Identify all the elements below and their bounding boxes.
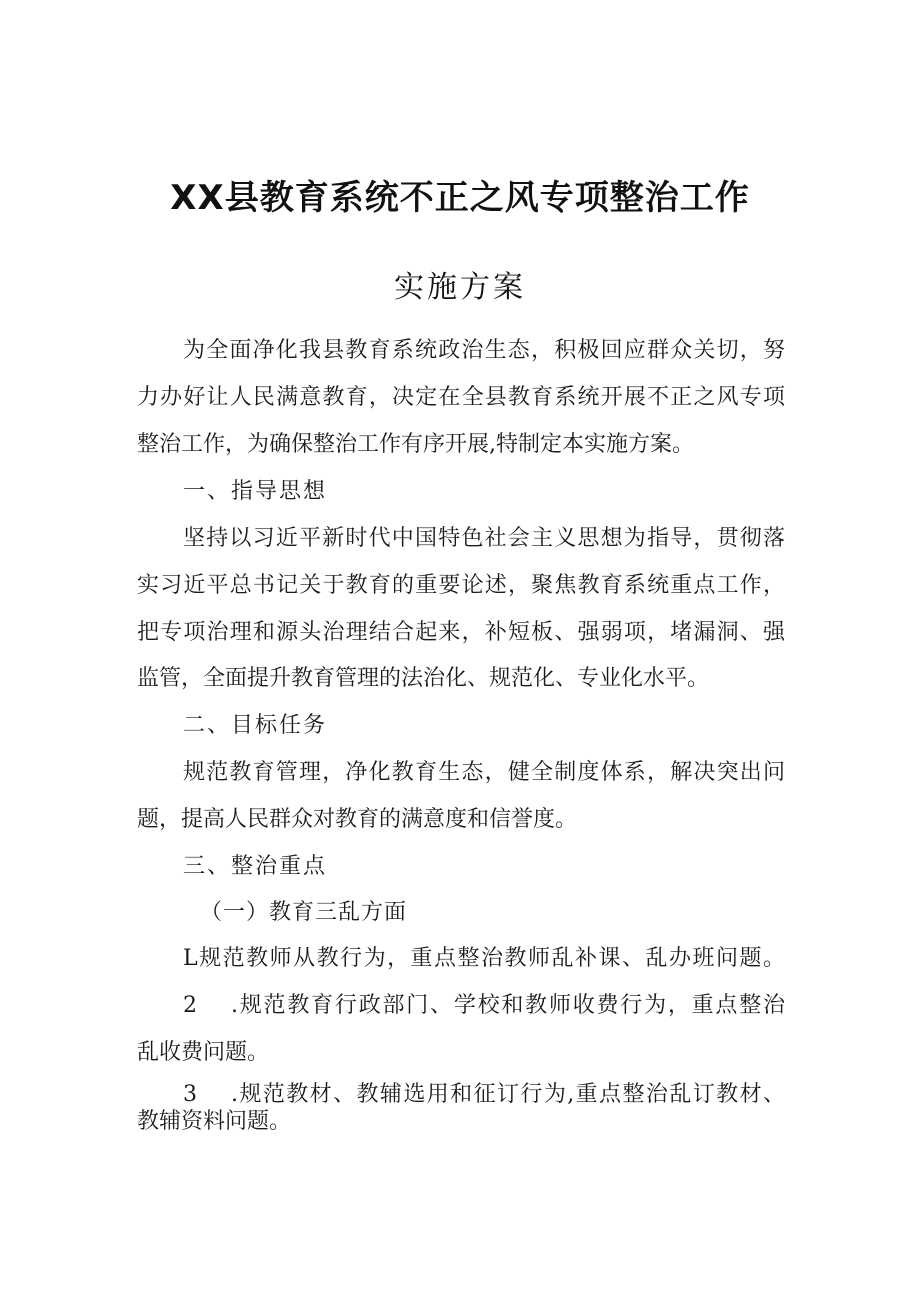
list-item-3-text: .规范教材、教辅选用和征订行为,重点整治乱订教材、 xyxy=(231,1082,785,1107)
intro-line-3: 整治工作，为确保整治工作有序开展,特制定本实施方案。 xyxy=(137,432,694,457)
section1-line-4: 监管，全面提升教育管理的法治化、规范化、专业化水平。 xyxy=(137,666,710,691)
section1-line-3: 把专项治理和源头治理结合起来，补短板、强弱项，堵漏洞、强 xyxy=(137,620,785,645)
subsection-heading-three-disorders: （一）教育三乱方面 xyxy=(200,900,408,925)
list-item-1: L规范教师从教行为，重点整治教师乱补课、乱办班问题。 xyxy=(183,946,785,971)
section1-line-1: 坚持以习近平新时代中国特色社会主义思想为指导，贯彻落 xyxy=(183,526,785,551)
list-item-2-number: 2 xyxy=(183,993,197,1018)
section2-line-2: 题，提高人民群众对教育的满意度和信誉度。 xyxy=(137,807,578,832)
intro-line-1: 为全面净化我县教育系统政治生态，积极回应群众关切，努 xyxy=(183,338,785,363)
section1-line-2: 实习近平总书记关于教育的重要论述，聚焦教育系统重点工作， xyxy=(137,573,785,598)
section2-line-1: 规范教育管理，净化教育生态，健全制度体系，解决突出问 xyxy=(183,760,785,785)
document-title: XX县教育系统不正之风专项整治工作 xyxy=(170,178,750,218)
list-item-3-number: 3 xyxy=(183,1082,197,1107)
section-heading-goals: 二、目标任务 xyxy=(183,713,328,738)
list-item-3-continuation: 教辅资料问题。 xyxy=(137,1109,292,1134)
document-subtitle: 实施方案 xyxy=(394,270,526,305)
list-item-3 xyxy=(183,1080,785,1110)
section-heading-guiding-ideology: 一、指导思想 xyxy=(183,479,328,504)
list-item-2-text: .规范教育行政部门、学校和教师收费行为，重点整治 xyxy=(231,993,785,1018)
list-item-2 xyxy=(183,991,785,1021)
intro-line-2: 力办好让人民满意教育，决定在全县教育系统开展不正之风专项 xyxy=(137,385,785,410)
list-item-2-continuation: 乱收费问题。 xyxy=(137,1040,270,1065)
section-heading-key-points: 三、整治重点 xyxy=(183,854,328,879)
